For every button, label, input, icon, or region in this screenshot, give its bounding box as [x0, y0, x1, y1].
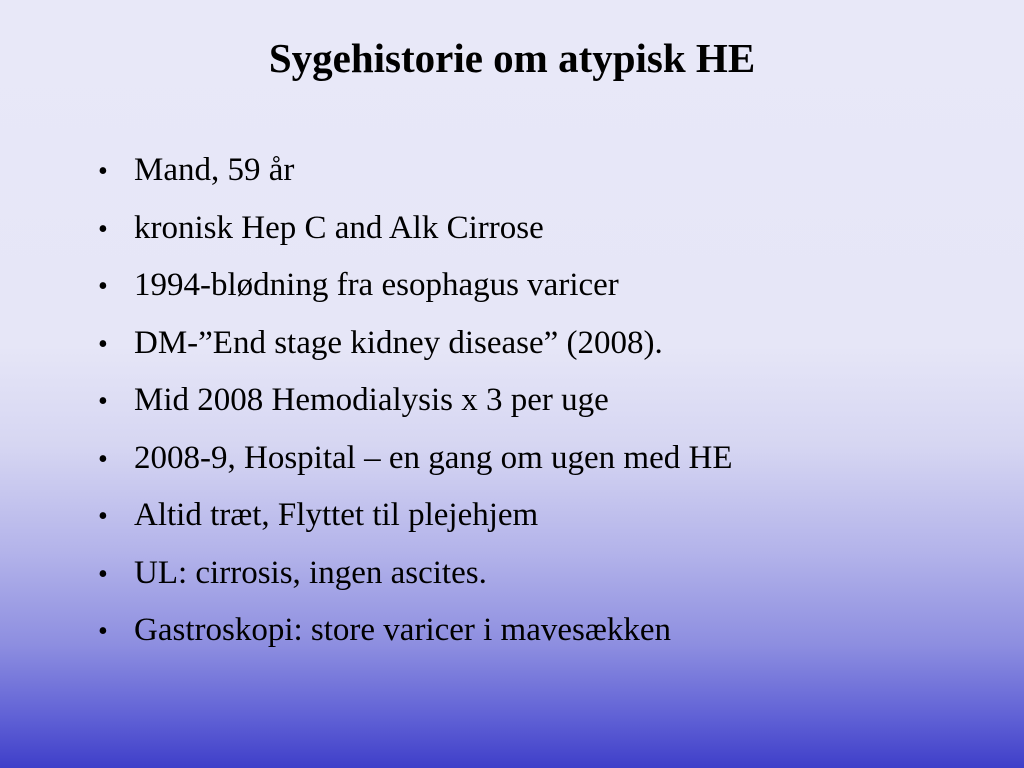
list-item-text: Mid 2008 Hemodialysis x 3 per uge: [134, 382, 609, 418]
bullet-icon: •: [98, 443, 108, 475]
bullet-list: [98, 142, 978, 660]
list-item: [98, 142, 978, 200]
bullet-icon: •: [98, 328, 108, 360]
bullet-icon: •: [98, 386, 108, 417]
list-item: [98, 257, 978, 315]
list-item-text: kronisk Hep C and Alk Cirrose: [134, 209, 544, 246]
bullet-icon: •: [98, 156, 108, 187]
list-item-text: UL: cirrosis, ingen ascites.: [134, 554, 487, 591]
list-item-text: Altid træt, Flyttet til plejehjem: [134, 497, 539, 533]
list-item: [98, 430, 978, 488]
bullet-icon: •: [98, 558, 108, 590]
bullet-icon: •: [98, 271, 108, 302]
list-item-text: Gastroskopi: store varicer i mavesækken: [134, 612, 672, 648]
list-item: [98, 315, 978, 373]
list-item: [98, 602, 978, 660]
list-item-text: DM-”End stage kidney disease” (2008).: [134, 324, 663, 361]
list-item-text: 1994-blødning fra esophagus varicer: [134, 267, 619, 303]
list-item: [98, 372, 978, 430]
list-item: [98, 545, 978, 603]
list-item: [98, 200, 978, 258]
list-item: [98, 487, 978, 545]
bullet-icon: •: [98, 501, 108, 532]
slide-title: Sygehistorie om atypisk HE: [268, 35, 756, 81]
bullet-icon: •: [98, 616, 108, 647]
list-item-text: Mand, 59 år: [134, 152, 295, 188]
bullet-icon: •: [98, 213, 108, 245]
list-item-text: 2008-9, Hospital – en gang om ugen med HE: [134, 439, 733, 476]
